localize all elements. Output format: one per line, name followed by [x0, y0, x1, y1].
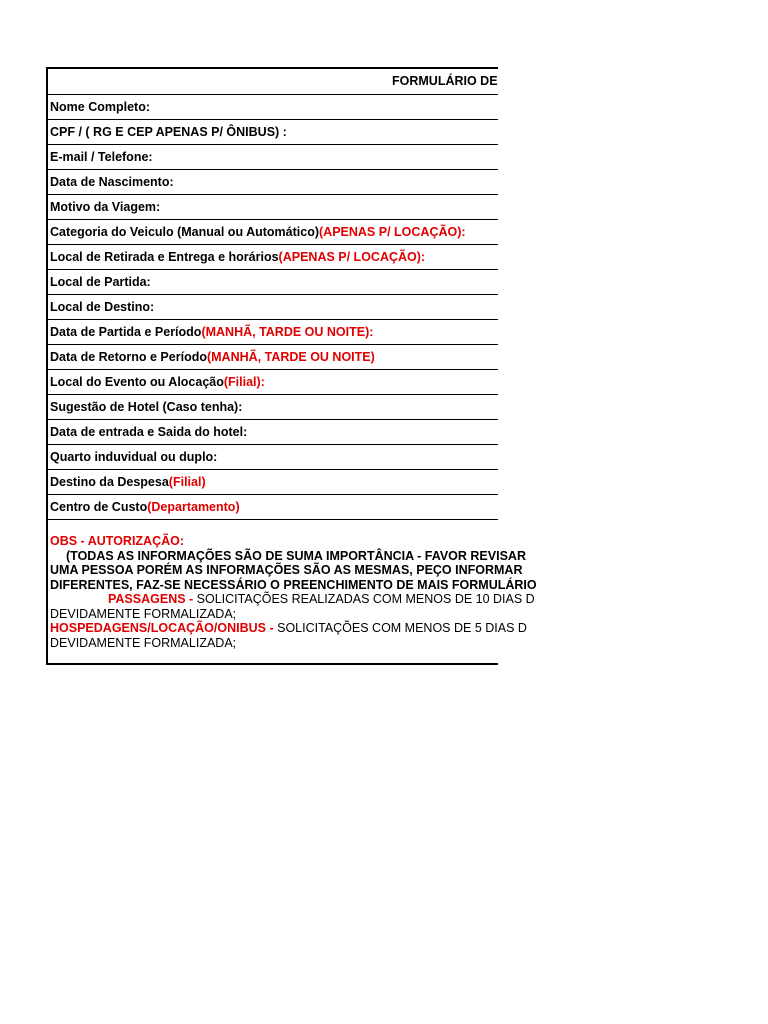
obs-section — [50, 534, 537, 650]
title-row — [48, 69, 498, 95]
row-categoria[interactable] — [48, 220, 498, 245]
row-data-retorno[interactable] — [48, 345, 498, 370]
row-label: Data de Partida e Período — [50, 325, 202, 339]
hosp-label: HOSPEDAGENS/LOCAÇÃO/ONIBUS - — [50, 621, 278, 635]
row-note: (Filial) — [168, 475, 206, 489]
row-note: (Filial): — [223, 375, 265, 389]
row-label: Data de entrada e Saida do hotel: — [50, 425, 248, 439]
passagens-text-cont: DEVIDAMENTE FORMALIZADA; — [50, 606, 237, 621]
passagens-label: PASSAGENS - — [108, 592, 197, 606]
row-label: Local de Destino: — [50, 300, 155, 314]
hosp-text-cont: DEVIDAMENTE FORMALIZADA; — [50, 635, 237, 650]
row-data-partida[interactable] — [48, 320, 498, 345]
row-label: Motivo da Viagem: — [50, 200, 161, 214]
obs-line: UMA PESSOA PORÉM AS INFORMAÇÕES SÃO AS MESMAS, PEÇO INFORMAR — [50, 563, 523, 577]
hosp-text: SOLICITAÇÕES COM MENOS DE 5 DIAS D — [277, 621, 527, 635]
row-nome[interactable] — [48, 95, 498, 120]
row-label: Data de Retorno e Período — [50, 350, 207, 364]
form-title: FORMULÁRIO DE — [392, 74, 498, 88]
row-label: Sugestão de Hotel (Caso tenha): — [50, 400, 243, 414]
form-frame — [46, 67, 537, 665]
row-label: Categoria do Veiculo (Manual ou Automático) — [50, 225, 320, 239]
passagens-text: SOLICITAÇÕES REALIZADAS COM MENOS DE 10 DIAS D — [196, 592, 535, 606]
hosp-line — [50, 621, 537, 636]
row-note: (APENAS P/ LOCAÇÃO): — [319, 225, 466, 239]
obs-heading: OBS - AUTORIZAÇÃO: — [50, 534, 185, 548]
row-note: (MANHÃ, TARDE OU NOITE) — [206, 350, 375, 364]
row-cpf[interactable] — [48, 120, 498, 145]
row-label: Destino da Despesa — [50, 475, 169, 489]
row-quarto[interactable] — [48, 445, 498, 470]
row-label: Local do Evento ou Alocação — [50, 375, 224, 389]
row-email[interactable] — [48, 145, 498, 170]
row-partida[interactable] — [48, 270, 498, 295]
row-local-evento[interactable] — [48, 370, 498, 395]
row-destino[interactable] — [48, 295, 498, 320]
row-label: Data de Nascimento: — [50, 175, 174, 189]
row-centro-custo[interactable] — [48, 495, 498, 520]
row-retirada[interactable] — [48, 245, 498, 270]
row-destino-despesa[interactable] — [48, 470, 498, 495]
row-nascimento[interactable] — [48, 170, 498, 195]
row-note: (MANHÃ, TARDE OU NOITE): — [201, 325, 374, 339]
row-sugestao-hotel[interactable] — [48, 395, 498, 420]
row-label: Quarto induvidual ou duplo: — [50, 450, 218, 464]
row-label: Nome Completo: — [50, 100, 150, 114]
row-motivo[interactable] — [48, 195, 498, 220]
row-label: Local de Retirada e Entrega e horários — [50, 250, 279, 264]
row-note: (Departamento) — [147, 500, 240, 514]
passagens-line — [50, 592, 537, 607]
row-label: Local de Partida: — [50, 275, 151, 289]
row-label: CPF / ( RG E CEP APENAS P/ ÔNIBUS) : — [50, 125, 287, 139]
row-label: Centro de Custo — [50, 500, 148, 514]
row-label: E-mail / Telefone: — [50, 150, 153, 164]
row-note: (APENAS P/ LOCAÇÃO): — [278, 250, 426, 264]
row-entrada-saida[interactable] — [48, 420, 498, 445]
obs-line: (TODAS AS INFORMAÇÕES SÃO DE SUMA IMPORTÂNCIA - FAVOR REVISAR — [66, 548, 526, 563]
obs-line: DIFERENTES, FAZ-SE NECESSÁRIO O PREENCHIMENTO DE MAIS FORMULÁRIO — [50, 577, 537, 592]
